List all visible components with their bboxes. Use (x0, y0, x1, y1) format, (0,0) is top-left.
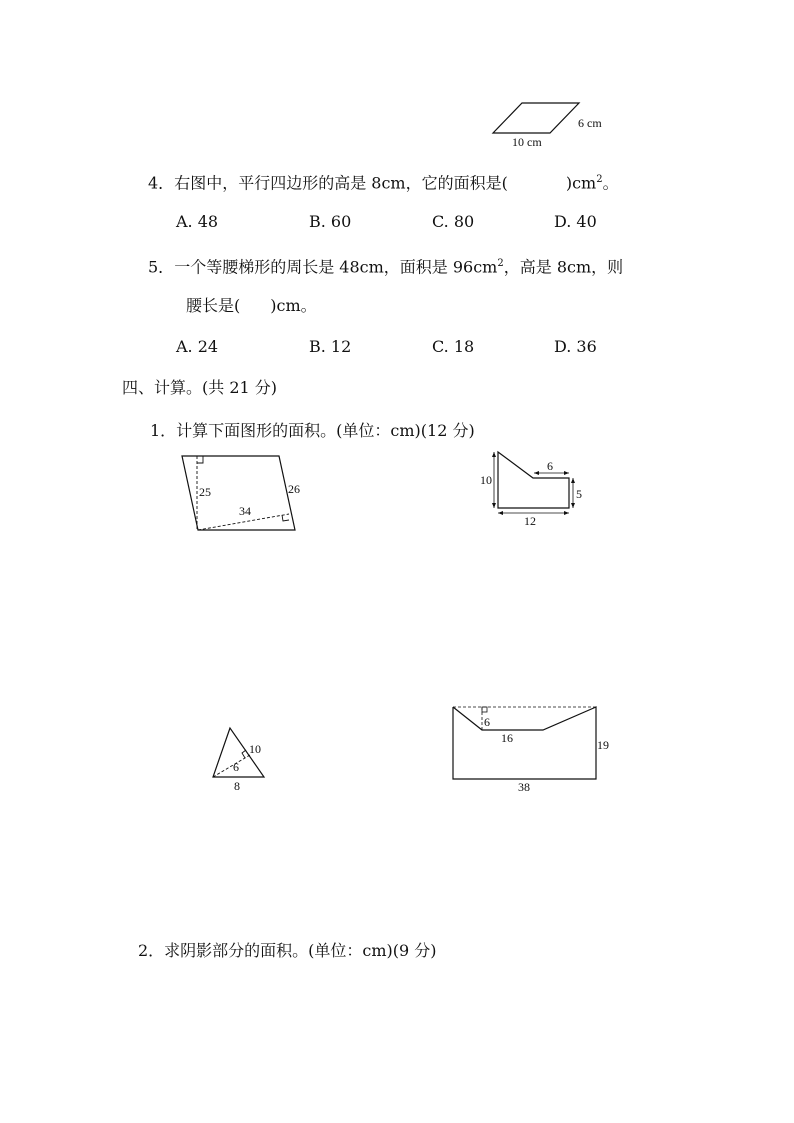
composite-shape (498, 452, 569, 508)
label-left: 10 (480, 473, 492, 487)
q5-option-b[interactable]: B. 12 (309, 337, 352, 356)
label-height: 6 (233, 760, 239, 774)
problem-2-title: 2．求阴影部分的面积。(单位：cm)(9 分) (138, 941, 437, 960)
label-top: 6 (547, 459, 553, 473)
label-bottom: 12 (524, 514, 536, 528)
side-label: 6 cm (578, 116, 602, 130)
question-5-line2 (186, 296, 317, 316)
label-mid: 16 (501, 731, 513, 745)
right-angle-mark (482, 707, 487, 712)
q5-option-d[interactable]: D. 36 (554, 337, 597, 356)
figure-c-triangle (205, 720, 285, 794)
unit-text: )cm。 (270, 296, 317, 315)
label-base: 8 (234, 779, 240, 793)
label-height: 25 (199, 485, 211, 499)
figure-a-parallelogram (178, 452, 308, 534)
question-text-cont: ，高是 8cm，则 (503, 257, 624, 277)
label-right: 5 (576, 487, 582, 501)
question-number: 4． (148, 173, 175, 193)
end-punct: 。 (602, 173, 619, 193)
q5-option-c[interactable]: C. 18 (432, 337, 475, 356)
label-side: 10 (249, 742, 261, 756)
right-angle-mark-2 (282, 515, 289, 521)
height-line (213, 755, 250, 777)
unit-text: )cm (565, 173, 597, 193)
label-height: 6 (484, 715, 490, 729)
label-bottom: 38 (518, 780, 530, 794)
right-angle-mark (197, 456, 203, 463)
question-number: 5． (148, 257, 175, 277)
q5-option-a[interactable]: A. 24 (176, 337, 219, 356)
question-text: 右图中，平行四边形的高是 8cm，它的面积是( (174, 173, 508, 193)
q4-option-d[interactable]: D. 40 (554, 212, 597, 231)
superscript: 2 (497, 258, 504, 269)
question-text: 腰长是( (186, 296, 241, 315)
figure-b-composite (476, 448, 586, 530)
figure-parallelogram-small (480, 95, 620, 155)
question-text: 一个等腰梯形的周长是 48cm，面积是 96cm (174, 257, 498, 277)
label-side: 26 (288, 482, 300, 496)
question-5-line1 (148, 254, 623, 277)
figure-d-composite (446, 700, 626, 798)
q4-option-b[interactable]: B. 60 (309, 212, 352, 231)
parallelogram-shape (493, 103, 579, 133)
problem-1-title: 1．计算下面图形的面积。(单位：cm)(12 分) (150, 421, 475, 440)
base-label: 10 cm (512, 135, 542, 149)
section-title: 四、计算。(共 21 分) (122, 378, 278, 397)
question-4 (148, 170, 619, 193)
composite-shape (453, 707, 596, 779)
label-right: 19 (597, 738, 609, 752)
q4-option-c[interactable]: C. 80 (432, 212, 475, 231)
superscript: 2 (596, 174, 603, 185)
q4-option-a[interactable]: A. 48 (176, 212, 219, 231)
label-height-2: 34 (239, 504, 251, 518)
